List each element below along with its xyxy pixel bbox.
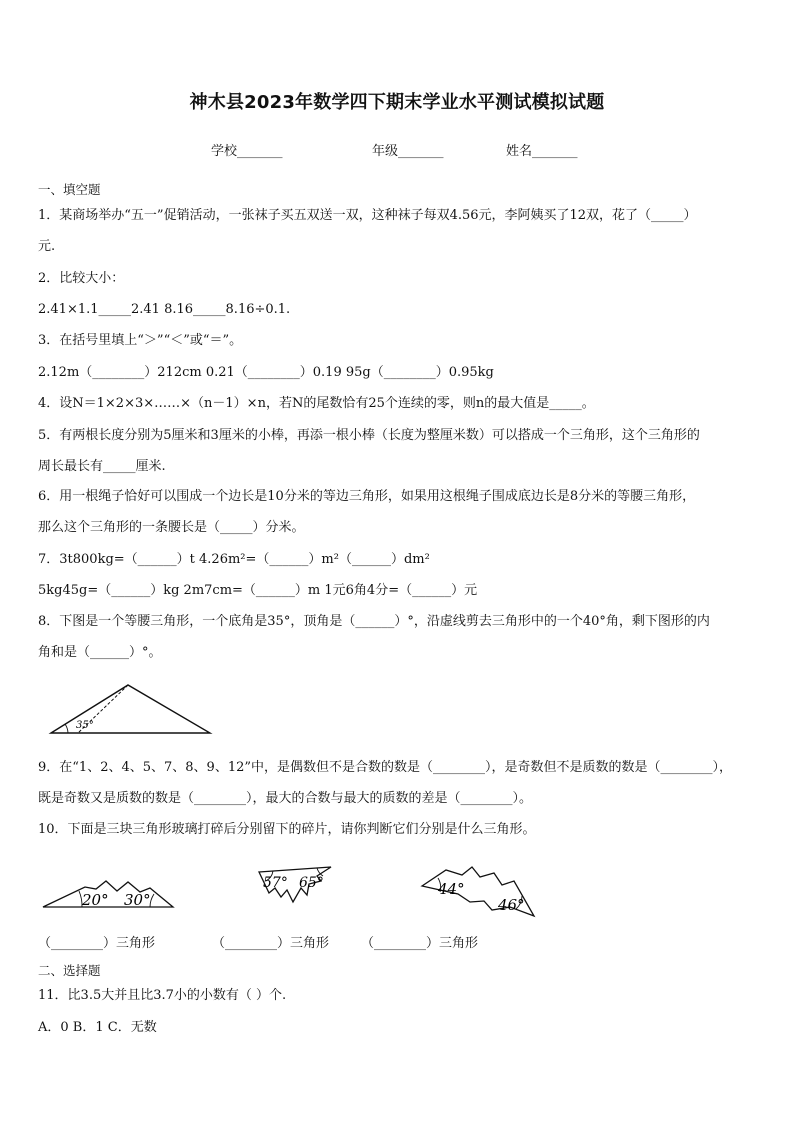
question-3-line-1: 3．在括号里填上“＞”“＜”或“＝”。 (38, 333, 243, 348)
question-8-line-2: 角和是（______）°。 (38, 645, 162, 660)
question-9-line-1: 9．在“1、2、4、5、7、8、9、12”中，是偶数但不是合数的数是（________），是奇数但不是质数的数是（________）， (38, 760, 733, 775)
angle-57-label: 57° (263, 875, 288, 891)
question-1-line-1: 1．某商场举办“五一”促销活动，一张袜子买五双送一双，这种袜子每双4.56元，李阿姨买了12双，花了（_____） (38, 208, 697, 223)
question-10-answer-1: （________）三角形 (38, 936, 156, 951)
angle-30-label: 30° (124, 891, 151, 909)
glass-fragment-1 (40, 876, 176, 910)
question-5-line-1: 5．有两根长度分别为5厘米和3厘米的小棒，再添一根小棒（长度为整厘米数）可以搭成一个三角形，这个三角形的 (38, 428, 700, 443)
fragment-1-right-arc (150, 894, 154, 907)
question-8-line-1: 8．下图是一个等腰三角形，一个底角是35°，顶角是（______）°，沿虚线剪去三角形中的一个40°角，剩下图形的内 (38, 614, 710, 629)
question-6-line-2: 那么这个三角形的一条腰长是（_____）分米。 (38, 520, 305, 535)
isosceles-triangle-figure (48, 682, 214, 738)
school-field: 学校_______ (211, 144, 283, 159)
question-3-line-2: 2.12m（________）212cm 0.21（________）0.19 95g（________）0.95kg (38, 365, 494, 380)
question-5-line-2: 周长最长有_____厘米. (38, 459, 166, 474)
question-11-line-1: 11．比3.5大并且比3.7小的小数有（ ）个. (38, 988, 287, 1003)
page-title: 神木县2023年数学四下期末学业水平测试模拟试题 (189, 92, 605, 113)
section-heading-choice: 二、选择题 (38, 963, 101, 978)
question-10-answer-2: （________）三角形 (212, 936, 330, 951)
question-2-line-2: 2.41×1.1_____2.41 8.16_____8.16÷0.1. (38, 302, 291, 317)
question-4-line-1: 4．设N＝1×2×3×……×（n－1）×n，若N的尾数恰有25个连续的零，则n的最大值是_____。 (38, 396, 595, 411)
angle-46-label: 46° (498, 896, 525, 914)
glass-fragment-2 (257, 864, 335, 906)
base-angle-label: 35° (76, 720, 94, 731)
question-7-line-2: 5kg45g=（______）kg 2m7cm=（______）m 1元6角4分=（______）元 (38, 583, 478, 598)
name-field: 姓名_______ (506, 144, 578, 159)
question-2-line-1: 2．比较大小： (38, 271, 125, 286)
section-heading-fill-blank: 一、填空题 (38, 182, 101, 197)
base-angle-arc (65, 724, 68, 733)
question-10-answer-3: （________）三角形 (361, 936, 479, 951)
grade-field: 年级_______ (372, 144, 444, 159)
angle-65-label: 65° (299, 875, 324, 891)
question-1-line-2: 元. (38, 239, 56, 254)
question-7-line-1: 7．3t800kg=（______）t 4.26m²=（______）m²（______）dm² (38, 552, 430, 567)
triangle-outline (51, 685, 210, 733)
question-9-line-2: 既是奇数又是质数的数是（________），最大的合数与最大的质数的差是（________）。 (38, 791, 533, 806)
question-11-options: A．0 B．1 C．无数 (38, 1020, 157, 1035)
question-10-line-1: 10．下面是三块三角形玻璃打碎后分别留下的碎片，请你判断它们分别是什么三角形。 (38, 822, 536, 837)
angle-20-label: 20° (82, 891, 109, 909)
angle-44-label: 44° (438, 880, 465, 898)
glass-fragment-3 (418, 864, 538, 920)
question-6-line-1: 6．用一根绳子恰好可以围成一个边长是10分米的等边三角形，如果用这根绳子围成底边长是8分米的等腰三角形， (38, 489, 696, 504)
